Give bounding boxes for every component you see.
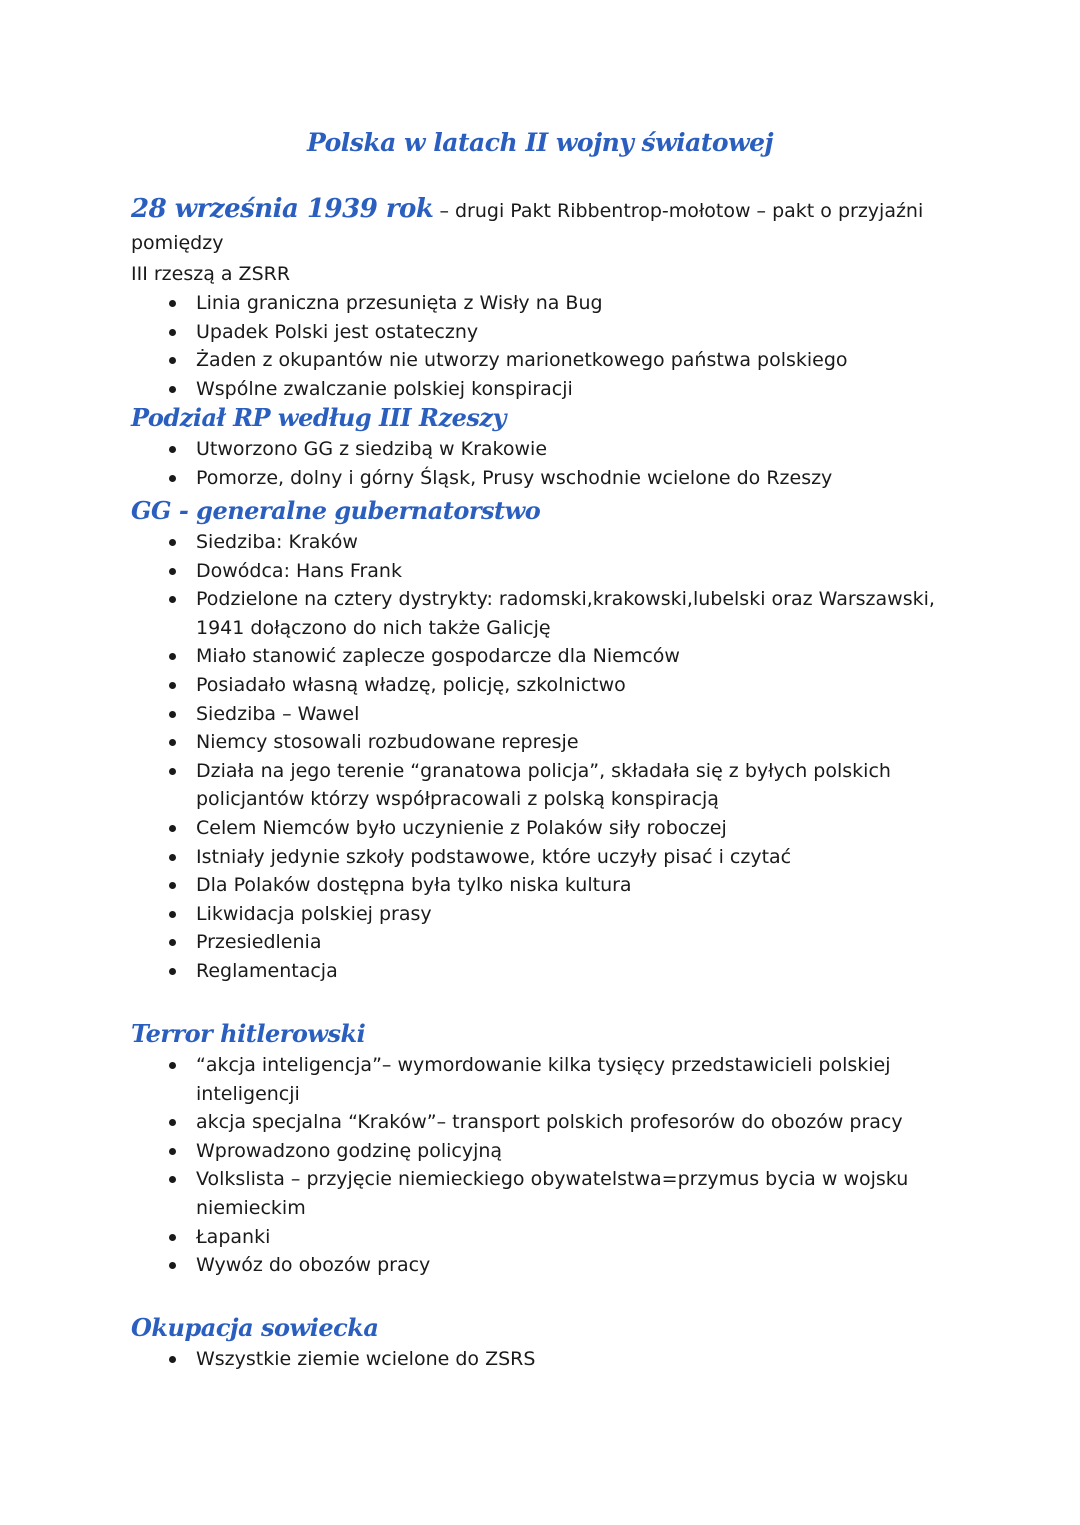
document-title: Polska w latach II wojny światowej: [306, 128, 774, 157]
intro-continuation: III rzeszą a ZSRR: [131, 263, 291, 285]
bullet-icon: [169, 596, 176, 603]
terror-list: [131, 1051, 961, 1280]
list-item-text: Niemcy stosowali rozbudowane represje: [196, 731, 579, 754]
bullet-icon: [169, 882, 176, 889]
list-item: [131, 757, 961, 814]
bullet-icon: [169, 682, 176, 689]
list-item: [131, 871, 961, 900]
bullet-icon: [169, 1119, 176, 1126]
list-item-text: Siedziba – Wawel: [196, 702, 360, 725]
list-item: [131, 700, 961, 729]
list-item-text: Wprowadzono godzinę policyjną: [196, 1139, 503, 1162]
list-item-text: Wywóz do obozów pracy: [196, 1254, 431, 1277]
bullet-icon: [169, 854, 176, 861]
list-item-text: inteligencji: [196, 1082, 300, 1105]
bullet-icon: [169, 1262, 176, 1269]
bullet-icon: [169, 568, 176, 575]
bullet-icon: [169, 446, 176, 453]
bullet-icon: [169, 968, 176, 975]
intro-list: [131, 289, 961, 403]
list-item-text: Likwidacja polskiej prasy: [196, 902, 432, 925]
list-item: [131, 728, 961, 757]
list-item-text: Dla Polaków dostępna była tylko niska kultura: [196, 874, 632, 897]
gg-list: [131, 528, 961, 986]
bullet-icon: [169, 300, 176, 307]
list-item: [131, 1251, 961, 1280]
list-item-text: Miało stanowić zaplecze gospodarcze dla Niemców: [196, 645, 680, 668]
list-item: [131, 843, 961, 872]
list-item-text: Wszystkie ziemie wcielone do ZSRS: [196, 1348, 536, 1370]
bullet-icon: [169, 653, 176, 660]
list-item-text: Działa na jego terenie “granatowa policja”, składała się z byłych polskich: [196, 759, 891, 782]
intro-section: [131, 193, 961, 403]
bullet-icon: [169, 386, 176, 393]
bullet-icon: [169, 711, 176, 718]
bullet-icon: [169, 1148, 176, 1155]
gg-section: [131, 494, 961, 986]
list-item: [131, 1051, 961, 1108]
list-item-text: Dowódca: Hans Frank: [196, 559, 402, 582]
list-item-text: Podzielone na cztery dystrykty: radomski,krakowski,lubelski oraz Warszawski,: [196, 588, 935, 611]
list-item-text: Celem Niemców było uczynienie z Polaków siły roboczej: [196, 816, 727, 839]
list-item: Upadek Polski jest ostateczny: [131, 318, 961, 347]
list-item: [131, 814, 961, 843]
bullet-icon: [169, 1356, 176, 1363]
list-item: [131, 900, 961, 929]
list-item-text: Posiadało własną władzę, policję, szkolnictwo: [196, 673, 626, 696]
podzial-section: [131, 401, 961, 492]
bullet-icon: [169, 1176, 176, 1183]
list-item: [131, 528, 961, 557]
list-item: [131, 1137, 961, 1166]
list-item: Utworzono GG z siedzibą w Krakowie: [131, 435, 961, 464]
section-heading: GG - generalne gubernatorstwo: [131, 496, 541, 525]
list-item: [131, 928, 961, 957]
list-item: Żaden z okupantów nie utworzy marionetkowego państwa polskiego: [131, 346, 961, 375]
bullet-icon: [169, 1234, 176, 1241]
intro-line: [131, 193, 961, 259]
list-item-text: “akcja inteligencja”– wymordowanie kilka tysięcy przedstawicieli polskiej: [196, 1054, 891, 1076]
list-item-text: Reglamentacja: [196, 959, 338, 982]
terror-section: [131, 1017, 961, 1280]
section-heading: Podział RP według III Rzeszy: [131, 403, 506, 432]
bullet-icon: [169, 1062, 176, 1069]
list-item-text: Przesiedlenia: [196, 931, 322, 954]
sowiecka-section: [131, 1311, 961, 1374]
list-item: [131, 1165, 961, 1222]
list-item: [131, 557, 961, 586]
list-item: [131, 957, 961, 986]
list-item-text: Łapanki: [196, 1225, 271, 1248]
section-heading: Okupacja sowiecka: [131, 1313, 379, 1342]
bullet-icon: [169, 539, 176, 546]
list-item-text: 1941 dołączono do nich także Galicję: [196, 616, 551, 639]
podzial-list: [131, 435, 961, 492]
bullet-icon: [169, 768, 176, 775]
bullet-icon: [169, 911, 176, 918]
bullet-icon: [169, 825, 176, 832]
bullet-icon: [169, 939, 176, 946]
list-item-text: niemieckim: [196, 1196, 306, 1219]
sowiecka-list: [131, 1345, 961, 1374]
list-item-text: Volkslista – przyjęcie niemieckiego obywatelstwa=przymus bycia w wojsku: [196, 1168, 909, 1191]
section-heading: Terror hitlerowski: [131, 1019, 366, 1048]
bullet-icon: [169, 475, 176, 482]
list-item: [131, 1345, 961, 1374]
list-item-text: Siedziba: Kraków: [196, 531, 358, 553]
intro-date-heading: 28 września 1939 rok: [131, 194, 434, 224]
bullet-icon: [169, 739, 176, 746]
list-item-text: Istniały jedynie szkoły podstawowe, które uczyły pisać i czytać: [196, 845, 792, 868]
list-item: Linia graniczna przesunięta z Wisły na Bug: [131, 289, 961, 318]
bullet-icon: [169, 357, 176, 364]
list-item: [131, 671, 961, 700]
list-item-text: akcja specjalna “Kraków”– transport polskich profesorów do obozów pracy: [196, 1111, 903, 1134]
intro-text: – drugi Pakt Ribbentrop-mołotow – pakt o przyjaźni pomiędzy: [131, 200, 924, 254]
list-item: [131, 642, 961, 671]
list-item: Pomorze, dolny i górny Śląsk, Prusy wschodnie wcielone do Rzeszy: [131, 464, 961, 493]
list-item: [131, 1108, 961, 1137]
bullet-icon: [169, 329, 176, 336]
list-item: [131, 1223, 961, 1252]
list-item-text: policjantów którzy współpracowali z polską konspiracją: [196, 788, 719, 811]
list-item: Wspólne zwalczanie polskiej konspiracji: [131, 375, 961, 404]
list-item: [131, 585, 961, 642]
